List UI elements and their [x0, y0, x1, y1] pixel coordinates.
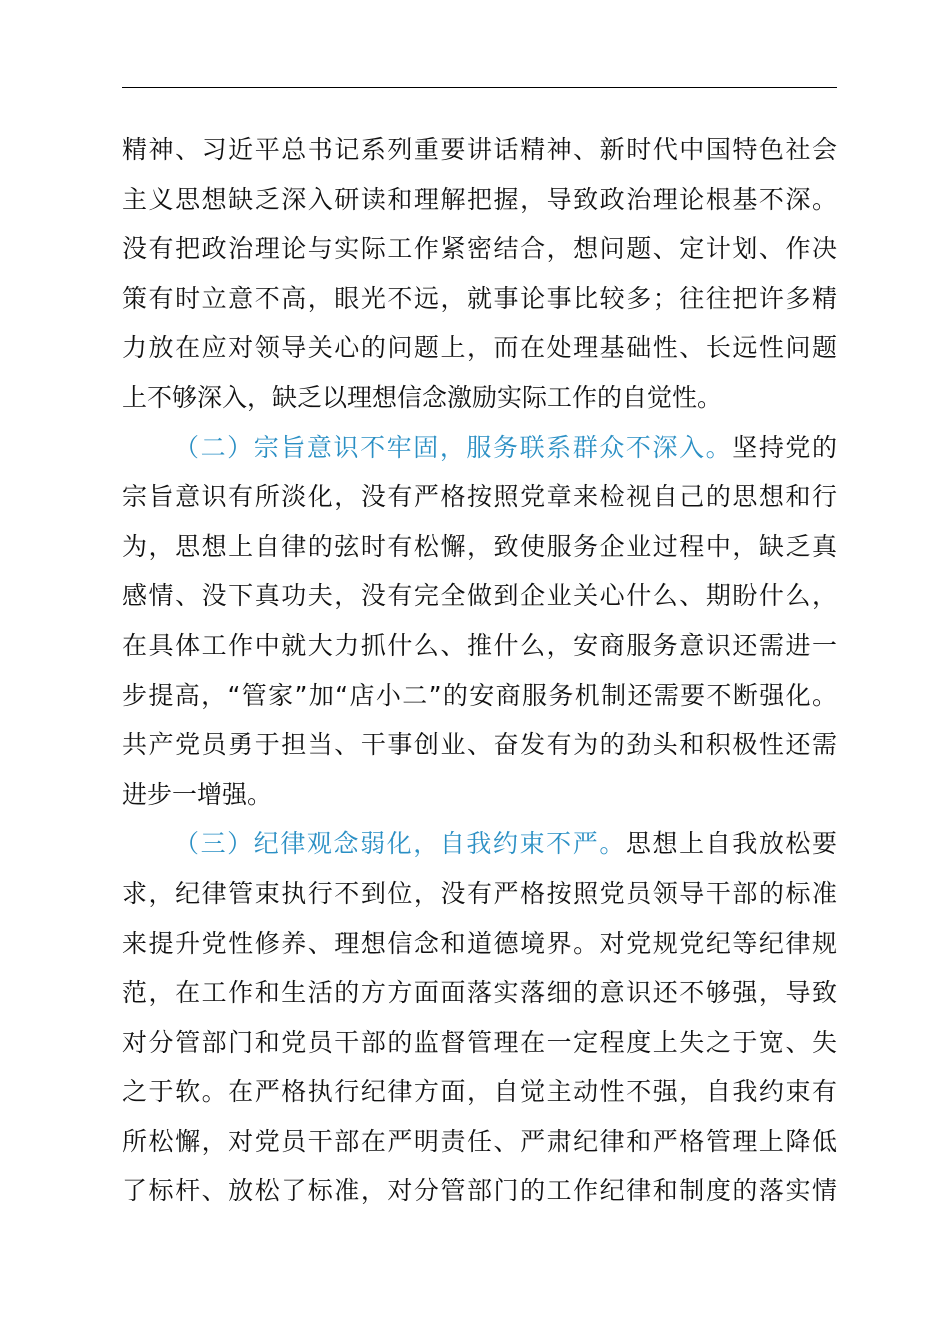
text-line: 求，纪律管束执行不到位，没有严格按照党员领导干部的标准 [122, 878, 837, 908]
text-line: 对分管部门和党员干部的监督管理在一定程度上失之于宽、失 [122, 1027, 837, 1057]
section-2-heading: （二）宗旨意识不牢固，服务联系群众不深入。 [174, 432, 733, 462]
text-line: 感情、没下真功夫，没有完全做到企业关心什么、期盼什么， [122, 581, 837, 611]
text-line: 在具体工作中就大力抓什么、推什么，安商服务意识还需进一 [122, 630, 837, 660]
text-line: 没有把政治理论与实际工作紧密结合，想问题、定计划、作决 [122, 234, 837, 264]
text-line: 为，思想上自律的弦时有松懈，致使服务企业过程中，缺乏真 [122, 531, 837, 561]
text-line: 步提高，“管家”加“店小二”的安商服务机制还需要不断强化。 [122, 680, 837, 710]
text-line: 之于软。在严格执行纪律方面，自觉主动性不强，自我约束有 [122, 1077, 837, 1107]
section-3-lead-text: 思想上自我放松要 [625, 829, 837, 859]
text-line: 来提升党性修养、理想信念和道德境界。对党规党纪等纪律规 [122, 928, 837, 958]
section-2-lead-text: 坚持党的 [732, 432, 837, 462]
text-line: 上不够深入，缺乏以理想信念激励实际工作的自觉性。 [122, 382, 723, 412]
text-line: 进步一增强。 [122, 779, 273, 809]
text-line: 共产党员勇于担当、干事创业、奋发有为的劲头和积极性还需 [122, 730, 837, 760]
text-line: 宗旨意识有所淡化，没有严格按照党章来检视自己的思想和行 [122, 482, 837, 512]
text-line: 了标杆、放松了标准，对分管部门的工作纪律和制度的落实情 [122, 1176, 837, 1206]
section-3-heading: （三）纪律观念弱化，自我约束不严。 [174, 829, 626, 859]
text-line: 所松懈，对党员干部在严明责任、严肃纪律和严格管理上降低 [122, 1126, 837, 1156]
text-line: 主义思想缺乏深入研读和理解把握，导致政治理论根基不深。 [122, 184, 837, 214]
text-line: 范，在工作和生活的方方面面落实落细的意识还不够强，导致 [122, 978, 837, 1008]
text-line: 策有时立意不高，眼光不远，就事论事比较多；往往把许多精 [122, 283, 837, 313]
header-rule [122, 87, 837, 88]
section-3-first-line [122, 819, 837, 869]
section-2-first-line [122, 423, 837, 473]
document-body [122, 125, 837, 1216]
text-line: 力放在应对领导关心的问题上，而在处理基础性、长远性问题 [122, 333, 837, 363]
text-line: 精神、习近平总书记系列重要讲话精神、新时代中国特色社会 [122, 135, 837, 164]
